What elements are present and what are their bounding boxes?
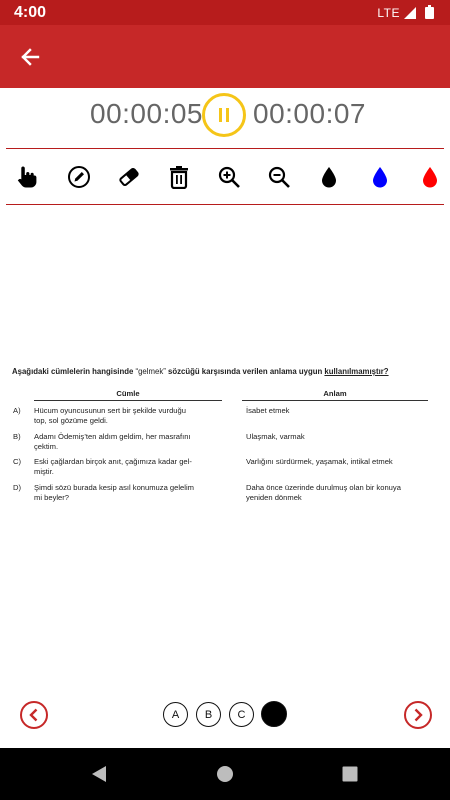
signal-icon (404, 6, 416, 24)
meaning-line: Ulaşmak, varmak (246, 432, 305, 441)
option-letter: A) (13, 406, 21, 415)
black-ink-button[interactable] (316, 164, 342, 190)
battery-icon (425, 5, 434, 24)
sentence-line: Adamı Ödemiş’ten aldım geldim, her masrafını (34, 432, 191, 441)
option-sentence (34, 406, 224, 426)
meaning-line: Varlığını sürdürmek, yaşamak, intikal etmek (246, 457, 393, 466)
pencil-tool-button[interactable] (66, 164, 92, 190)
delete-button[interactable] (166, 164, 192, 190)
answer-navigation (0, 698, 450, 732)
question-stem (12, 367, 389, 377)
option-sentence (34, 432, 224, 452)
ink-drop-blue-icon (371, 165, 389, 189)
remaining-time: 00:00:07 (253, 98, 366, 129)
chevron-left-icon (27, 708, 41, 722)
app-bar (0, 25, 450, 88)
home-circle-icon (216, 765, 234, 783)
network-type: LTE (377, 6, 400, 20)
sentence-line: Hücum oyuncusunun sert bir şekilde vurduğu (34, 406, 186, 415)
sentence-line: Eski çağlardan birçok anıt, çağımıza kadar gel- (34, 457, 192, 466)
option-sentence (34, 457, 224, 477)
chevron-right-icon (411, 708, 425, 722)
back-button[interactable] (14, 41, 46, 73)
choice-d-button-selected[interactable] (261, 701, 287, 727)
pause-button[interactable] (202, 93, 246, 137)
eraser-tool-button[interactable] (116, 164, 142, 190)
stem-text-start: Aşağıdaki cümlelerin hangisinde (12, 367, 136, 376)
toolbar-divider-bottom (6, 204, 444, 205)
recents-square-icon (342, 766, 358, 782)
zoom-out-button[interactable] (266, 164, 292, 190)
zoom-in-button[interactable] (216, 164, 242, 190)
meaning-line: Daha önce üzerinde durulmuş olan bir konuya (246, 483, 401, 492)
stem-keyword: “gelmek” (135, 367, 166, 376)
blue-ink-button[interactable] (367, 164, 393, 190)
next-question-button[interactable] (404, 701, 432, 729)
option-meaning (246, 432, 421, 442)
toolbar-divider-top (6, 148, 444, 149)
system-navigation-bar (0, 748, 450, 800)
status-bar (0, 0, 450, 25)
option-meaning (246, 483, 421, 503)
stem-text-middle: sözcüğü karşısında verilen anlama uygun (165, 367, 325, 376)
ink-drop-red-icon (421, 165, 439, 189)
hand-tool-button[interactable] (14, 164, 40, 190)
option-meaning (246, 406, 421, 416)
choice-c-button[interactable]: C (229, 702, 254, 727)
zoom-out-icon (267, 165, 291, 189)
sentence-line: mi beyler? (34, 492, 70, 502)
system-home-button[interactable] (215, 764, 235, 784)
option-sentence (34, 483, 224, 503)
option-letter: D) (13, 483, 22, 492)
stem-underlined: kullanılmamıştır? (324, 367, 389, 376)
status-time: 4:00 (14, 4, 47, 21)
choice-a-button[interactable]: A (163, 702, 188, 727)
elapsed-time: 00:00:05 (90, 98, 203, 129)
pencil-icon (67, 165, 91, 189)
red-ink-button[interactable] (417, 164, 443, 190)
ink-drop-black-icon (320, 165, 338, 189)
choice-b-button[interactable]: B (196, 702, 221, 727)
timer-row (0, 92, 450, 140)
column-header-meaning: Anlam (323, 389, 347, 398)
column-rule-meaning (242, 400, 428, 401)
option-letter: B) (13, 432, 21, 441)
option-letter: C) (13, 457, 22, 466)
zoom-in-icon (217, 165, 241, 189)
arrow-back-icon (20, 47, 40, 67)
column-rule-sentence (34, 400, 222, 401)
sentence-line: miştir. (34, 466, 54, 476)
sentence-line: Şimdi sözü burada kesip asıl konumuza gelelim (34, 483, 194, 492)
back-triangle-icon (91, 765, 107, 783)
meaning-line: İsabet etmek (246, 406, 290, 415)
meaning-line: yeniden dönmek (246, 492, 302, 502)
option-meaning (246, 457, 421, 467)
question-card (6, 362, 418, 528)
system-back-button[interactable] (89, 764, 109, 784)
system-recents-button[interactable] (340, 764, 360, 784)
sentence-line: top, sol gözüme geldi. (34, 415, 108, 425)
hand-pointer-icon (16, 165, 38, 189)
eraser-icon (117, 165, 141, 189)
previous-question-button[interactable] (20, 701, 48, 729)
sentence-line: çektim. (34, 441, 59, 451)
pause-icon (217, 107, 231, 123)
trash-icon (168, 165, 190, 189)
column-header-sentence: Cümle (116, 389, 140, 398)
drawing-toolbar (0, 150, 450, 204)
